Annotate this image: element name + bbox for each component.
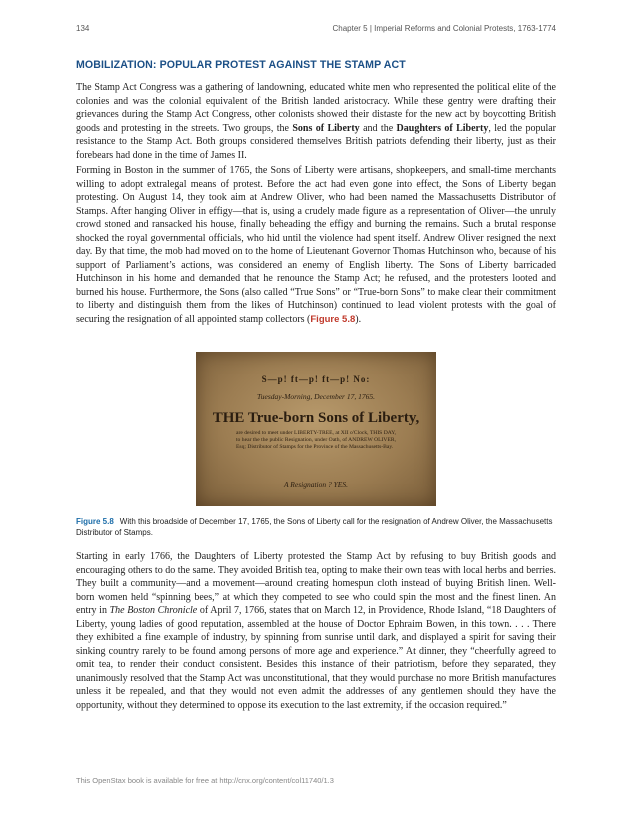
broadside-date: Tuesday-Morning, December 17, 1765. xyxy=(257,392,375,401)
term-daughters-of-liberty: Daughters of Liberty xyxy=(396,122,489,134)
p1-text-c: , led the popular resistance to the Stamp Act. Both groups considered themselves British patriots defending their liberty, just as their forebears had done in the time of James II. xyxy=(76,122,557,161)
broadside-image xyxy=(196,352,436,506)
broadside-sign: A Resignation ? YES. xyxy=(283,480,349,489)
figure-label: Figure 5.8 xyxy=(76,517,114,526)
broadside-top-line: S—p! ft—p! ft—p! No: xyxy=(261,374,371,384)
source-title: The Boston Chronicle xyxy=(109,605,198,617)
p1-text-b: and the xyxy=(359,122,397,134)
figure-caption-text: With this broadside of December 17, 1765, the Sons of Liberty call for the resignation of Andrew Oliver, the Massachusetts Distributor of Stamps. xyxy=(76,517,553,537)
p1-text-a: The Stamp Act Congress was a gathering of landowning, educated white men who represented the political elite of the colonies and was the colonial equivalent of the British landed aristocracy. While these gentry were drafting their grievances during the Stamp Act Congress, other colonists showed their distaste for the new act by boycotting British goods and protesting in the streets. Two groups, the xyxy=(76,82,556,134)
broadside-headline: THE True-born Sons of Liberty, xyxy=(212,410,420,426)
p3-text-a: Starting in early 1766, the Daughters of Liberty protested the Stamp Act by refusing to buy British goods and encouraging others to do the same. They avoided British tea, opting to make their own teas with local herbs and berries. They built a community—and a movement—around creating homespun cloth instead of buying British linen. Well-born women held “spinning bees,” at which they competed to see who could spin the most and the finest linen. An entry in xyxy=(76,551,556,617)
paragraph-daughters-of-liberty xyxy=(76,550,556,713)
paragraph-stamp-act-congress xyxy=(76,81,556,162)
page-number: 134 xyxy=(76,24,90,33)
broadside-body: are desired to meet under LIBERTY-TREE, at XII o'Clock, THIS DAY, to hear the the public Resignation, under Oath, of ANDREW OLIVER, Esq; Distributor of Stamps for the Province of the Massachusetts-Bay. xyxy=(236,430,396,451)
p3-text-b: of April 7, 1766, states that on March 12, in Providence, Rhode Island, “18 Daughters of Liberty, young ladies of good reputation, assembled at the house of Doctor Ephraim Bowen, in this town. . . . There they exhibited a fine example of industry, by spinning from sunrise until dark, and displayed a spirit for saving their sinking country rarely to be found among persons of more age and experience.” At dinner, they “cheerfully agreed to omit tea, to render their conduct consistent. Besides this instance of their patriotism, before they separated, they unanimously resolved that the Stamp Act was unconstitutional, that they would purchase no more British manufactures unless it be repealed, and that they would not even admit the addresses of any gentlemen should they have the opportunity, without they determined to oppose its execution to the last extremity, if the occasion required.” xyxy=(76,605,557,712)
paragraph-sons-of-liberty xyxy=(76,164,556,327)
chapter-title: Chapter 5 | Imperial Reforms and Colonial Protests, 1763-1774 xyxy=(332,24,556,33)
page-footer: This OpenStax book is available for free at http://cnx.org/content/col11740/1.3 xyxy=(76,776,334,785)
figure-reference-link[interactable]: Figure 5.8 xyxy=(310,314,356,326)
figure-caption xyxy=(76,516,556,538)
p2-text-a: Forming in Boston in the summer of 1765, the Sons of Liberty were artisans, shopkeepers, and small-time merchants willing to adopt extralegal means of protest. Before the act had even gone into effect, the Sons of Liberty began protesting. On August 14, they took aim at Andrew Oliver, who had been named the Massachusetts Distributor of Stamps. After hanging Oliver in effigy—that is, using a crudely made figure as a representation of Oliver—the unruly crowd stoned and ransacked his house, finally beheading the effigy and burning the remains. Such a brutal response shocked the royal governmental officials, who hid until the violence had spent itself. Andrew Oliver resigned the next day. By that time, the mob had moved on to the home of Lieutenant Governor Thomas Hutchinson who, because of his support of Parliament’s actions, was considered an enemy of English liberty. The Sons of Liberty barricaded Hutchinson in his home and demanded that he renounce the Stamp Act; he refused, and the protesters looted and burned his house. Furthermore, the Sons (also called “True Sons” or “True-born Sons” to make clear their commitment to liberty and distinguish them from the likes of Hutchinson) continued to lead violent protests with the goal of securing the resignation of all appointed stamp collectors ( xyxy=(76,165,556,326)
term-sons-of-liberty: Sons of Liberty xyxy=(292,122,360,134)
section-title: MOBILIZATION: POPULAR PROTEST AGAINST THE STAMP ACT xyxy=(76,59,406,71)
p2-text-b: ). xyxy=(355,314,362,326)
